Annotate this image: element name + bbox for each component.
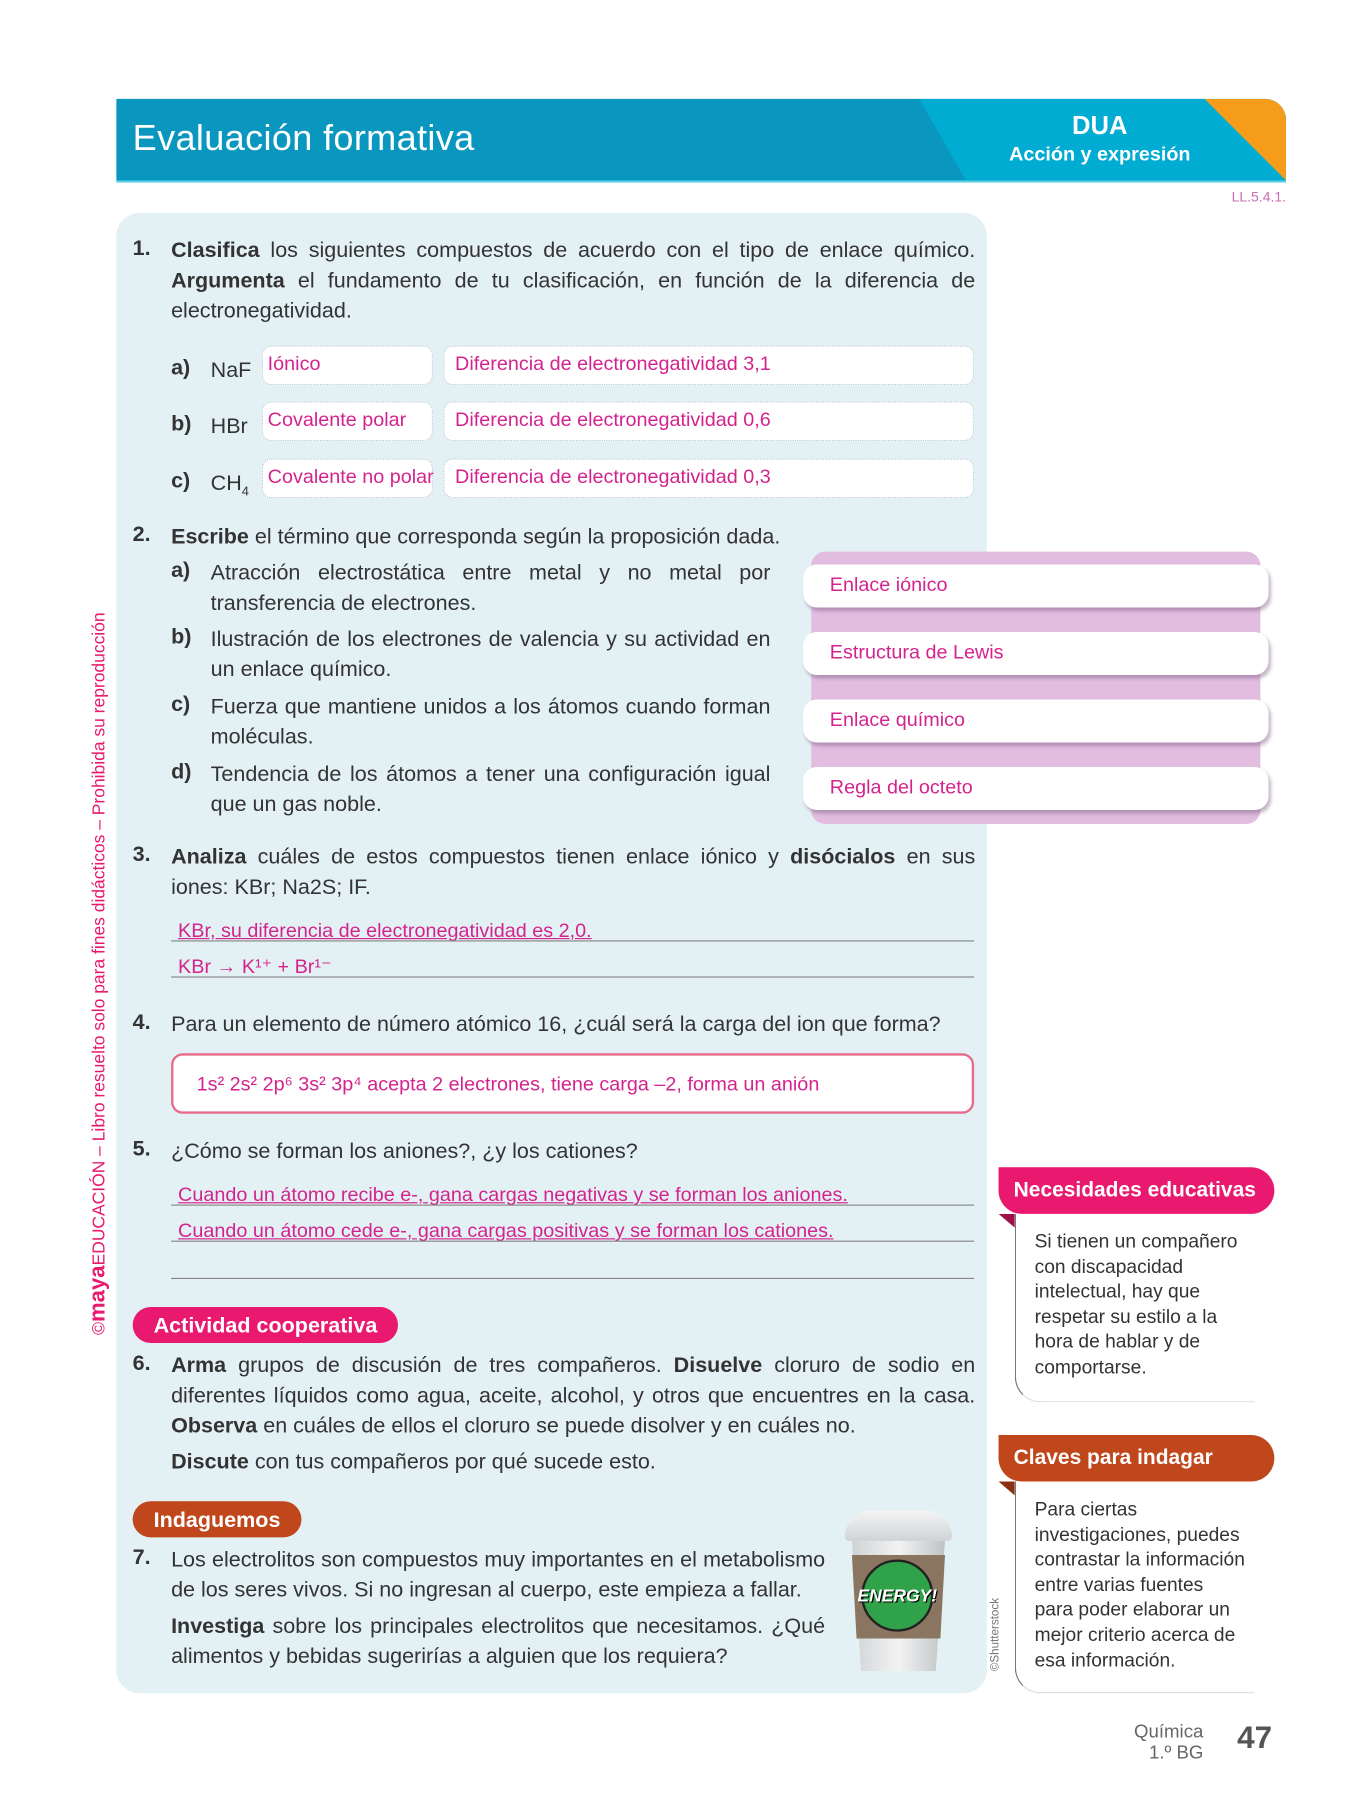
q3-verb: Analiza: [171, 843, 247, 869]
dua-label: DUA: [1072, 110, 1128, 140]
q1-t2: el fundamento de tu clasificación, en función de la diferencia de electronegatividad.: [171, 267, 976, 323]
q6-verb4: Discute: [171, 1448, 249, 1474]
answer-line: [171, 1205, 974, 1206]
q2-t: el término que corresponda según la proposición dada.: [248, 523, 781, 549]
q6-verb2: Disuelve: [673, 1352, 763, 1377]
needs-text: Si tienen un compañero con discapacidad intelectual, hay que respetar su estilo a la hora de hablar y de comportarse.: [1015, 1214, 1255, 1403]
q5-answer-1[interactable]: Cuando un átomo recibe e-, gana cargas negativas y se forman los aniones.: [178, 1183, 848, 1206]
fold: [999, 1214, 1015, 1228]
q2-number: 2.: [132, 521, 151, 546]
q6-number: 6.: [132, 1350, 151, 1375]
q3-text: [171, 841, 975, 902]
copyright-notice: [86, 612, 112, 1334]
keys-text: Para ciertas investigaciones, puedes contrastar la información entre varias fuentes para poder elaborar un mejor criterio acerca de esa información.: [1015, 1482, 1255, 1694]
answer-field[interactable]: [803, 767, 1269, 810]
fold: [999, 1482, 1015, 1496]
bond-type-field[interactable]: [262, 459, 433, 499]
q6-verb3: Observa: [171, 1412, 258, 1438]
q3-number: 3.: [132, 841, 151, 866]
keys-title: Claves para indagar: [999, 1435, 1275, 1482]
compound-formula: CH: [210, 470, 242, 495]
q3-t1: cuáles de estos compuestos tienen enlace iónico y: [246, 843, 791, 869]
proposition: Atracción electrostática entre metal y no metal por transferencia de electrones.: [210, 559, 771, 615]
compound: [211, 355, 252, 394]
q4-number: 4.: [132, 1009, 151, 1034]
answer-field[interactable]: [803, 632, 1269, 675]
grade: 1.º BG: [1148, 1743, 1204, 1764]
skill-code: LL.5.4.1.: [1231, 188, 1286, 205]
cup-label: ENERGY!: [857, 1585, 938, 1606]
q2-verb: Escribe: [171, 523, 249, 549]
brand-logo: maya: [86, 1265, 111, 1323]
q7-verb: Investiga: [171, 1613, 265, 1638]
argument: Diferencia de electronegatividad 3,1: [455, 352, 771, 375]
answer-field[interactable]: [803, 699, 1269, 742]
answer-line[interactable]: [171, 1278, 974, 1279]
page-title: Evaluación formativa: [132, 117, 475, 159]
argument-field[interactable]: [443, 402, 974, 442]
q2-text: [171, 521, 780, 551]
item-label: c): [171, 691, 191, 716]
needs-title: Necesidades educativas: [999, 1167, 1275, 1214]
compound: [211, 411, 248, 450]
proposition: Tendencia de los átomos a tener una configuración igual que un gas noble.: [210, 761, 771, 816]
q6-t2: cloruro de sodio en diferentes líquidos como agua, aceite, alcohol, y otros que encuentres en la casa.: [171, 1352, 976, 1408]
q5-answer-2[interactable]: Cuando un átomo cede e-, gana cargas positivas y se forman los cationes.: [178, 1219, 834, 1242]
item-label: b): [171, 623, 192, 649]
q7-t2: sobre los principales electrolitos que necesitamos. ¿Qué alimentos y bebidas sugerirías a alguien que los requiera?: [171, 1613, 826, 1668]
q5-text: ¿Cómo se forman los aniones?, ¿y los cationes?: [171, 1138, 638, 1163]
q1-t1: los siguientes compuestos de acuerdo con el tipo de enlace químico.: [259, 237, 976, 262]
q6-t1: grupos de discusión de tres compañeros.: [226, 1352, 674, 1377]
term-answer: Estructura de Lewis: [829, 641, 1004, 664]
argument: Diferencia de electronegatividad 0,3: [455, 465, 771, 488]
energy-cup-image: [840, 1511, 956, 1676]
notice-text: EDUCACIÓN – Libro resuelto solo para fines didácticos – Prohibida su reproducción: [89, 612, 110, 1266]
answer-field[interactable]: [803, 564, 1269, 607]
q4-answer-box[interactable]: [171, 1053, 974, 1114]
compound: [211, 468, 249, 507]
q6-verb1: Arma: [171, 1352, 227, 1377]
q7-text: Los electrolitos son compuestos muy importantes en el metabolismo de los seres vivos. Si no ingresan al cuerpo, este empieza a fallar.: [171, 1546, 826, 1602]
q5-number: 5.: [132, 1135, 151, 1161]
compound-formula: HBr: [210, 413, 248, 438]
q6-text: [171, 1350, 975, 1441]
q1-verb: Clasifica: [171, 237, 260, 262]
q3-answer-1[interactable]: KBr, su diferencia de electronegatividad es 2,0.: [178, 919, 592, 942]
footer-subject: [1087, 1722, 1203, 1764]
q6-t3: en cuáles de ellos el cloruro se puede disolver y en cuáles no.: [257, 1412, 856, 1438]
section-header: [116, 99, 1286, 183]
page-number: 47: [1237, 1720, 1273, 1756]
argument-field[interactable]: [443, 459, 974, 499]
proposition: Ilustración de los electrones de valencia y su actividad en un enlace químico.: [210, 626, 771, 681]
subscript: 4: [241, 484, 249, 499]
subject: Química: [1134, 1722, 1204, 1743]
q6-text-2: [171, 1447, 656, 1477]
term-answer: Enlace químico: [829, 708, 966, 731]
dua-subtitle: Acción y expresión: [1009, 143, 1191, 166]
bond-type: Iónico: [267, 352, 321, 375]
q1-number: 1.: [132, 235, 151, 260]
argument-field[interactable]: [443, 346, 974, 386]
q6-t4: con tus compañeros por qué sucede esto.: [248, 1448, 656, 1474]
inquiry-tag: Indaguemos: [133, 1501, 302, 1537]
term-answer: Regla del octeto: [829, 776, 973, 799]
q4-text: Para un elemento de número atómico 16, ¿cuál será la carga del ion que forma?: [171, 1011, 941, 1036]
answer-line: [171, 1241, 974, 1242]
term-answer: Enlace iónico: [829, 573, 948, 596]
q3-verb2: disócialos: [790, 843, 896, 869]
item-label: a): [171, 557, 191, 582]
argument: Diferencia de electronegatividad 0,6: [455, 408, 771, 431]
q1-text: [171, 235, 975, 326]
row-label: b): [171, 410, 192, 436]
q3-t2: en sus iones: KBr; Na2S; IF.: [171, 843, 976, 899]
q3-answer-2[interactable]: KBr → K¹⁺ + Br¹⁻: [178, 955, 332, 978]
proposition: Fuerza que mantiene unidos a los átomos cuando forman moléculas.: [210, 693, 771, 749]
bond-type-field[interactable]: [262, 402, 433, 442]
answer-line: [171, 940, 974, 941]
copyright-symbol: ©: [89, 1322, 110, 1335]
item-label: d): [171, 758, 192, 784]
q7-text-2: [171, 1611, 825, 1672]
row-label: c): [171, 467, 191, 493]
row-label: a): [171, 354, 191, 380]
bond-type-field[interactable]: [262, 346, 433, 386]
bond-type: Covalente polar: [267, 408, 407, 431]
bond-type: Covalente no polar: [267, 465, 434, 488]
image-credit: ©Shutterstock: [989, 1597, 1003, 1672]
compound-formula: NaF: [210, 357, 252, 382]
q1-verb2: Argumenta: [171, 267, 285, 293]
q7-number: 7.: [132, 1544, 151, 1569]
answer-line: [171, 976, 974, 977]
q4-answer: 1s² 2s² 2p⁶ 3s² 3p⁴ acepta 2 electrones, tiene carga –2, forma un anión: [196, 1073, 820, 1096]
cooperative-tag: Actividad cooperativa: [133, 1307, 399, 1343]
